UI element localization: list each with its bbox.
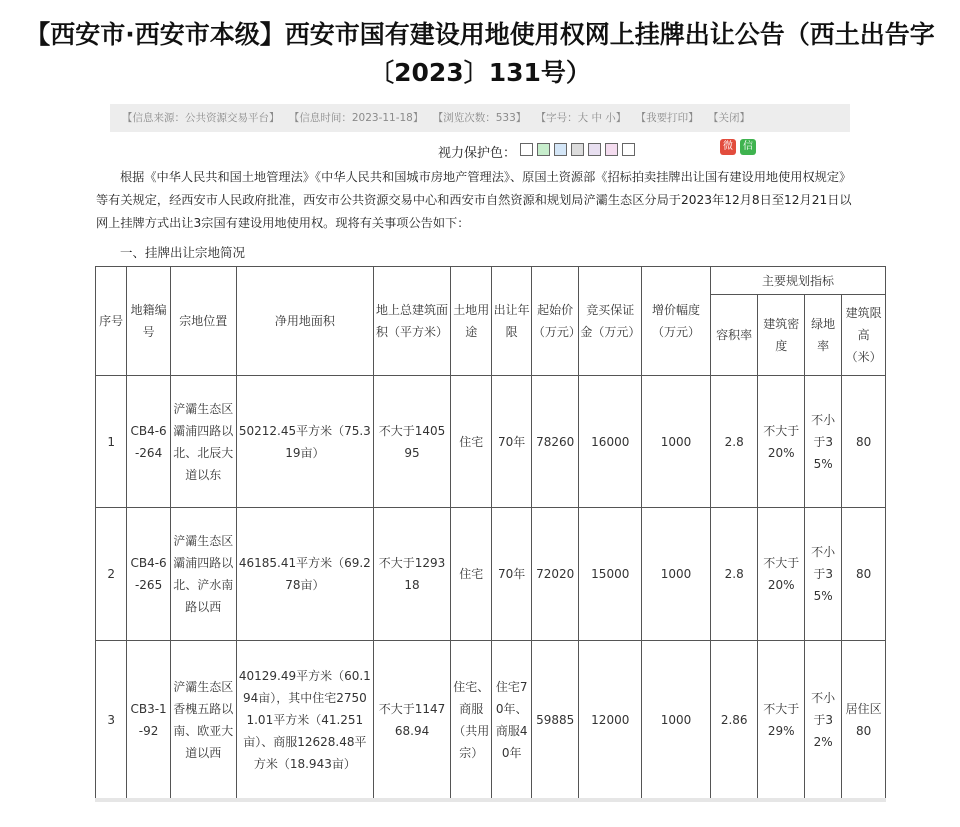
header-seq: 序号 (96, 267, 127, 376)
cell-green: 不小于35% (804, 508, 841, 641)
info-time: 【信息时间：2023-11-18】 (288, 112, 424, 124)
cell-green: 不小于32% (804, 641, 841, 799)
cell-code: CB4-6-264 (127, 376, 170, 508)
cell-net-area: 40129.49平方米（60.194亩），其中住宅27501.01平方米（41.251亩）、商服12628.48平方米（18.943亩） (236, 641, 374, 799)
cell-far: 2.8 (710, 508, 758, 641)
cell-deposit: 15000 (579, 508, 642, 641)
intro-text: 根据《中华人民共和国土地管理法》《中华人民共和国城市房地产管理法》、原国土资源部《招标拍卖挂牌出让国有建设用地使用权规定》等有关规定，经西安市人民政府批准，西安市公共资源交易中心和西安市自然资源和规划局浐灞生态区分局于2023年12月8日至12月21日以网上挂牌方式出让3宗国有建设用地使用权。现将有关事项公告如下： (96, 170, 852, 230)
cell-seq: 2 (96, 508, 127, 641)
header-start-price: 起始价（万元） (531, 267, 579, 376)
cell-height: 居住区80 (842, 641, 886, 799)
cell-use: 住宅 (450, 376, 491, 508)
cell-location: 浐灞生态区灞浦四路以北、浐水南路以西 (170, 508, 236, 641)
cell-location: 浐灞生态区灞浦四路以北、北辰大道以东 (170, 376, 236, 508)
cell-density: 不大于20% (758, 508, 805, 641)
page-title: 【西安市·西安市本级】西安市国有建设用地使用权网上挂牌出让公告（西土出告字〔2023〕131号） (25, 20, 935, 87)
info-source: 【信息来源：公共资源交易平台】 (122, 112, 280, 124)
header-net-area: 净用地面积 (236, 267, 374, 376)
header-location: 宗地位置 (170, 267, 236, 376)
info-bar (110, 104, 850, 132)
font-size-switch[interactable]: 【字号：大 中 小】 (535, 112, 627, 124)
weibo-share-icon[interactable]: 微 (720, 139, 736, 155)
cell-increment: 1000 (642, 376, 711, 508)
table-bottom-shadow (95, 798, 886, 802)
cell-far: 2.8 (710, 376, 758, 508)
cell-start-price: 72020 (531, 508, 579, 641)
cell-height: 80 (842, 376, 886, 508)
wechat-share-icon[interactable]: 信 (740, 139, 756, 155)
eye-protect-label: 视力保护色： (438, 145, 517, 161)
print-link[interactable]: 【我要打印】 (635, 112, 699, 124)
cell-height: 80 (842, 508, 886, 641)
header-planning: 主要规划指标 (710, 267, 885, 295)
cell-increment: 1000 (642, 641, 711, 799)
cell-start-price: 78260 (531, 376, 579, 508)
color-swatch[interactable] (605, 143, 618, 156)
cell-use: 住宅 (450, 508, 491, 641)
cell-net-area: 50212.45平方米（75.319亩） (236, 376, 374, 508)
cell-deposit: 16000 (579, 376, 642, 508)
cell-net-area: 46185.41平方米（69.278亩） (236, 508, 374, 641)
cell-green: 不小于35% (804, 376, 841, 508)
cell-floor-area: 不大于114768.94 (374, 641, 451, 799)
cell-start-price: 59885 (531, 641, 579, 799)
info-views: 【浏览次数：533】 (432, 112, 527, 124)
header-increment: 增价幅度（万元） (642, 267, 711, 376)
intro-paragraph (96, 166, 858, 235)
cell-density: 不大于20% (758, 376, 805, 508)
cell-code: CB4-6-265 (127, 508, 170, 641)
cell-seq: 1 (96, 376, 127, 508)
table-row (96, 508, 886, 641)
cell-term: 70年 (492, 376, 531, 508)
color-swatch[interactable] (537, 143, 550, 156)
cell-floor-area: 不大于129318 (374, 508, 451, 641)
header-code: 地籍编号 (127, 267, 170, 376)
cell-use: 住宅、商服（共用宗） (450, 641, 491, 799)
table-row (96, 641, 886, 799)
color-swatch[interactable] (588, 143, 601, 156)
cell-location: 浐灞生态区香槐五路以南、欧亚大道以西 (170, 641, 236, 799)
cell-density: 不大于29% (758, 641, 805, 799)
header-height: 建筑限高（米） (842, 295, 886, 376)
header-density: 建筑密度 (758, 295, 805, 376)
header-floor-area: 地上总建筑面积（平方米） (374, 267, 451, 376)
header-use: 土地用途 (450, 267, 491, 376)
color-swatches (516, 143, 635, 160)
land-table (95, 266, 886, 799)
header-term: 出让年限 (492, 267, 531, 376)
header-deposit: 竞买保证金（万元） (579, 267, 642, 376)
cell-term: 住宅70年、商服40年 (492, 641, 531, 799)
header-green: 绿地率 (804, 295, 841, 376)
cell-seq: 3 (96, 641, 127, 799)
section-title: 一、挂牌出让宗地简况 (120, 245, 246, 260)
cell-deposit: 12000 (579, 641, 642, 799)
color-swatch[interactable] (571, 143, 584, 156)
color-swatch[interactable] (622, 143, 635, 156)
table-row (96, 376, 886, 508)
header-far: 容积率 (710, 295, 758, 376)
cell-term: 70年 (492, 508, 531, 641)
close-link[interactable]: 【关闭】 (707, 112, 750, 124)
cell-floor-area: 不大于140595 (374, 376, 451, 508)
cell-code: CB3-1-92 (127, 641, 170, 799)
cell-far: 2.86 (710, 641, 758, 799)
eye-protect-bar (438, 141, 635, 161)
color-swatch[interactable] (520, 143, 533, 156)
cell-increment: 1000 (642, 508, 711, 641)
color-swatch[interactable] (554, 143, 567, 156)
